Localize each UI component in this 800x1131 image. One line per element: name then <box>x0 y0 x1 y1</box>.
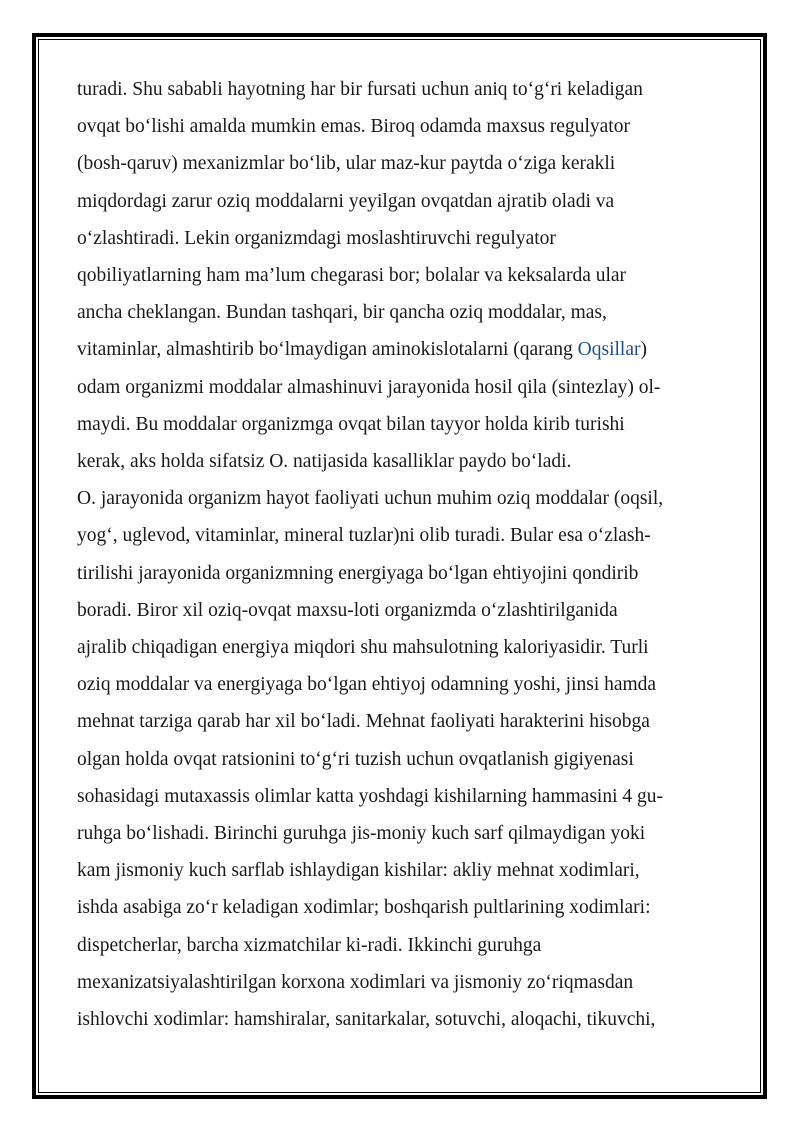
text-segment: ) <box>640 339 647 361</box>
text-line: (bosh-qaruv) mexanizmlar bo‘lib, ular maz-kur paytda o‘ziga kerakli <box>77 153 616 175</box>
text-line: maydi. Bu moddalar organizmga ovqat bilan tayyor holda kirib turishi <box>77 413 625 435</box>
text-line: ruhga bo‘lishadi. Birinchi guruhga jis-moniy kuch sarf qilmaydigan yoki <box>77 823 646 845</box>
text-line: odam organizmi moddalar almashinuvi jarayonida hosil qila (sintezlay) ol- <box>77 376 661 398</box>
text-line: ajralib chiqadigan energiya miqdori shu mahsulotning kaloriyasidir. Turli <box>77 637 649 659</box>
text-line: sohasidagi mutaxassis olimlar katta yoshdagi kishilarning hammasini 4 gu- <box>77 785 663 807</box>
text-line: yog‘, uglevod, vitaminlar, mineral tuzlar)ni olib turadi. Bular esa o‘zlash- <box>77 525 651 547</box>
text-line: kerak, aks holda sifatsiz O. natijasida kasalliklar paydo bo‘ladi. <box>77 451 572 473</box>
text-line: boradi. Biror xil oziq-ovqat maxsu-loti organizmda o‘zlashtirilganida <box>77 599 618 621</box>
text-line: ishda asabiga zo‘r keladigan xodimlar; boshqarish pultlarining xodimlari: <box>77 897 651 919</box>
body-text <box>77 71 737 1038</box>
text-line: qobiliyatlarning ham ma’lum chegarasi bor; bolalar va keksalarda ular <box>77 265 627 287</box>
text-line <box>77 331 737 368</box>
text-line: oziq moddalar va energiyaga bo‘lgan ehtiyoj odamning yoshi, jinsi hamda <box>77 674 657 696</box>
oqsillar-link[interactable]: Oqsillar <box>577 339 641 361</box>
text-segment: vitaminlar, almashtirib bo‘lmaydigan aminokislotalarni (qarang <box>77 339 578 361</box>
text-line: dispetcherlar, barcha xizmatchilar ki-radi. Ikkinchi guruhga <box>77 934 542 956</box>
text-line: ovqat bo‘lishi amalda mumkin emas. Biroq odamda maxsus regulyator <box>77 116 630 138</box>
text-line: O. jarayonida organizm hayot faoliyati uchun muhim oziq moddalar (oqsil, <box>77 488 664 510</box>
text-line: ancha cheklangan. Bundan tashqari, bir qancha oziq moddalar, mas, <box>77 302 607 324</box>
text-line: mexanizatsiyalashtirilgan korxona xodimlari va jismoniy zo‘riqmasdan <box>77 971 634 993</box>
text-line: miqdordagi zarur oziq moddalarni yeyilgan ovqatdan ajratib oladi va <box>77 190 615 212</box>
text-line: olgan holda ovqat ratsionini to‘g‘ri tuzish uchun ovqatlanish gigiyenasi <box>77 748 634 770</box>
text-line: ishlovchi xodimlar: hamshiralar, sanitarkalar, sotuvchi, aloqachi, tikuvchi, <box>77 1009 656 1031</box>
text-line: kam jismoniy kuch sarflab ishlaydigan kishilar: akliy mehnat xodimlari, <box>77 860 640 882</box>
text-line: mehnat tarziga qarab har xil bo‘ladi. Mehnat faoliyati harakterini hisobga <box>77 711 650 733</box>
text-line: o‘zlashtiradi. Lekin organizmdagi moslashtiruvchi regulyator <box>77 227 556 249</box>
text-line: turadi. Shu sababli hayotning har bir fursati uchun aniq to‘g‘ri keladigan <box>77 79 643 100</box>
text-line: tirilishi jarayonida organizmning energiyaga bo‘lgan ehtiyojini qondirib <box>77 562 639 584</box>
